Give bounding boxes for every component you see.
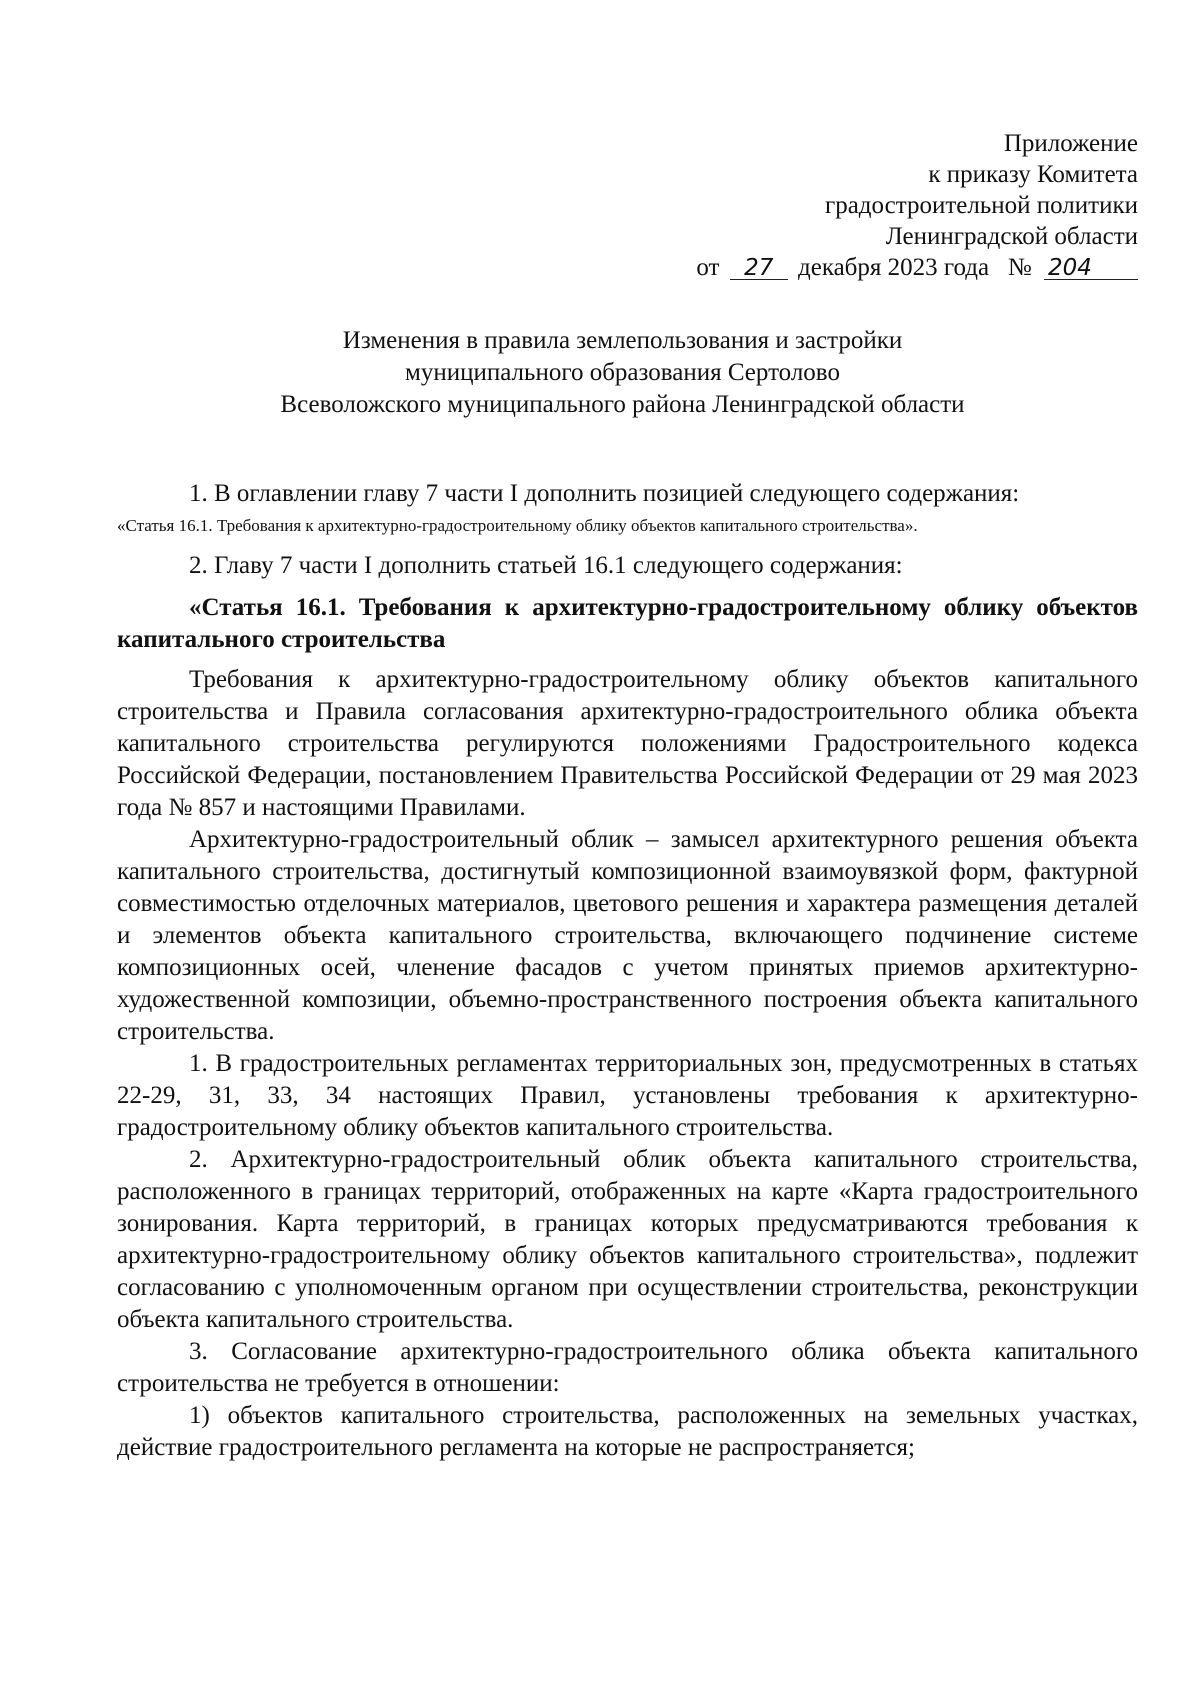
title-line-2: муниципального образования Сертолово bbox=[405, 359, 840, 386]
date-rest: декабря 2023 года bbox=[798, 254, 990, 281]
paragraph-item-1: 1. В оглавлении главу 7 части I дополнить позицией следующего содержания: bbox=[189, 480, 1020, 507]
header-line-region: Ленинградской области bbox=[885, 223, 1138, 250]
handwritten-day: 27 bbox=[730, 257, 788, 280]
header-line-committee: градостроительной политики bbox=[824, 192, 1138, 219]
title-line-1: Изменения в правила землепользования и застройки bbox=[342, 327, 903, 354]
paragraph-clause-3: 3. Согласование архитектурно-градостроительного облика объекта капитального строительства не требуется в отношении: bbox=[117, 1338, 1138, 1397]
paragraph-item-1-quote: «Статья 16.1. Требования к архитектурно-градостроительному облику объектов капитального строительства». bbox=[117, 516, 918, 535]
document-title bbox=[130, 325, 1115, 421]
handwritten-number: 204 bbox=[1044, 257, 1138, 280]
title-line-3: Всеволожского муниципального района Ленинградской области bbox=[280, 391, 965, 418]
header-line-order: к приказу Комитета bbox=[928, 161, 1138, 188]
paragraph-definition: Архитектурно-градостроительный облик – замысел архитектурного решения объекта капитального строительства, достигнутый композиционной взаимоувязкой форм, фактурной совместимостью отделочных материалов, цветового решения и характера размещения деталей и элементов объекта капитального строительства, включающего подчинение системе композиционных осей, членение фасадов с учетом принятых приемов архитектурно-художественной композиции, объемно-пространственного построения объекта капитального строительства. bbox=[117, 826, 1138, 1045]
article-heading: «Статья 16.1. Требования к архитектурно-градостроительному облику объектов капитального строительства bbox=[117, 594, 1138, 653]
paragraph-clause-2: 2. Архитектурно-градостроительный облик объекта капитального строительства, расположенного в границах территорий, отображенных на карте «Карта градостроительного зонирования. Карта территорий, в границах которых предусматриваются требования к архитектурно-градостроительному облику объектов капитального строительства», подлежит согласованию с уполномоченным органом при осуществлении строительства, реконструкции объекта капитального строительства. bbox=[117, 1146, 1138, 1333]
paragraph-requirements: Требования к архитектурно-градостроительному облику объектов капитального строительства и Правила согласования архитектурно-градостроительного облика объекта капитального строительства регулируются положениями Градостроительного кодекса Российской Федерации, постановлением Правительства Российской Федерации от 29 мая 2023 года № 857 и настоящими Правилами. bbox=[117, 666, 1138, 821]
paragraph-clause-1: 1. В градостроительных регламентах территориальных зон, предусмотренных в статьях 22-29, 31, 33, 34 настоящих Правил, установлены требования к архитектурно-градостроительному облику объектов капитального строительства. bbox=[117, 1050, 1138, 1141]
document-body bbox=[117, 478, 1138, 1464]
number-sign: № bbox=[1007, 254, 1032, 281]
paragraph-item-2: 2. Главу 7 части I дополнить статьей 16.1 следующего содержания: bbox=[189, 552, 903, 579]
header-line-appendix: Приложение bbox=[1003, 130, 1138, 157]
date-prefix: от bbox=[696, 254, 720, 281]
appendix-header bbox=[600, 128, 1138, 283]
header-date-line bbox=[600, 252, 1138, 283]
paragraph-subclause-1: 1) объектов капитального строительства, расположенных на земельных участках, действие градостроительного регламента на которые не распространяется; bbox=[117, 1402, 1138, 1461]
